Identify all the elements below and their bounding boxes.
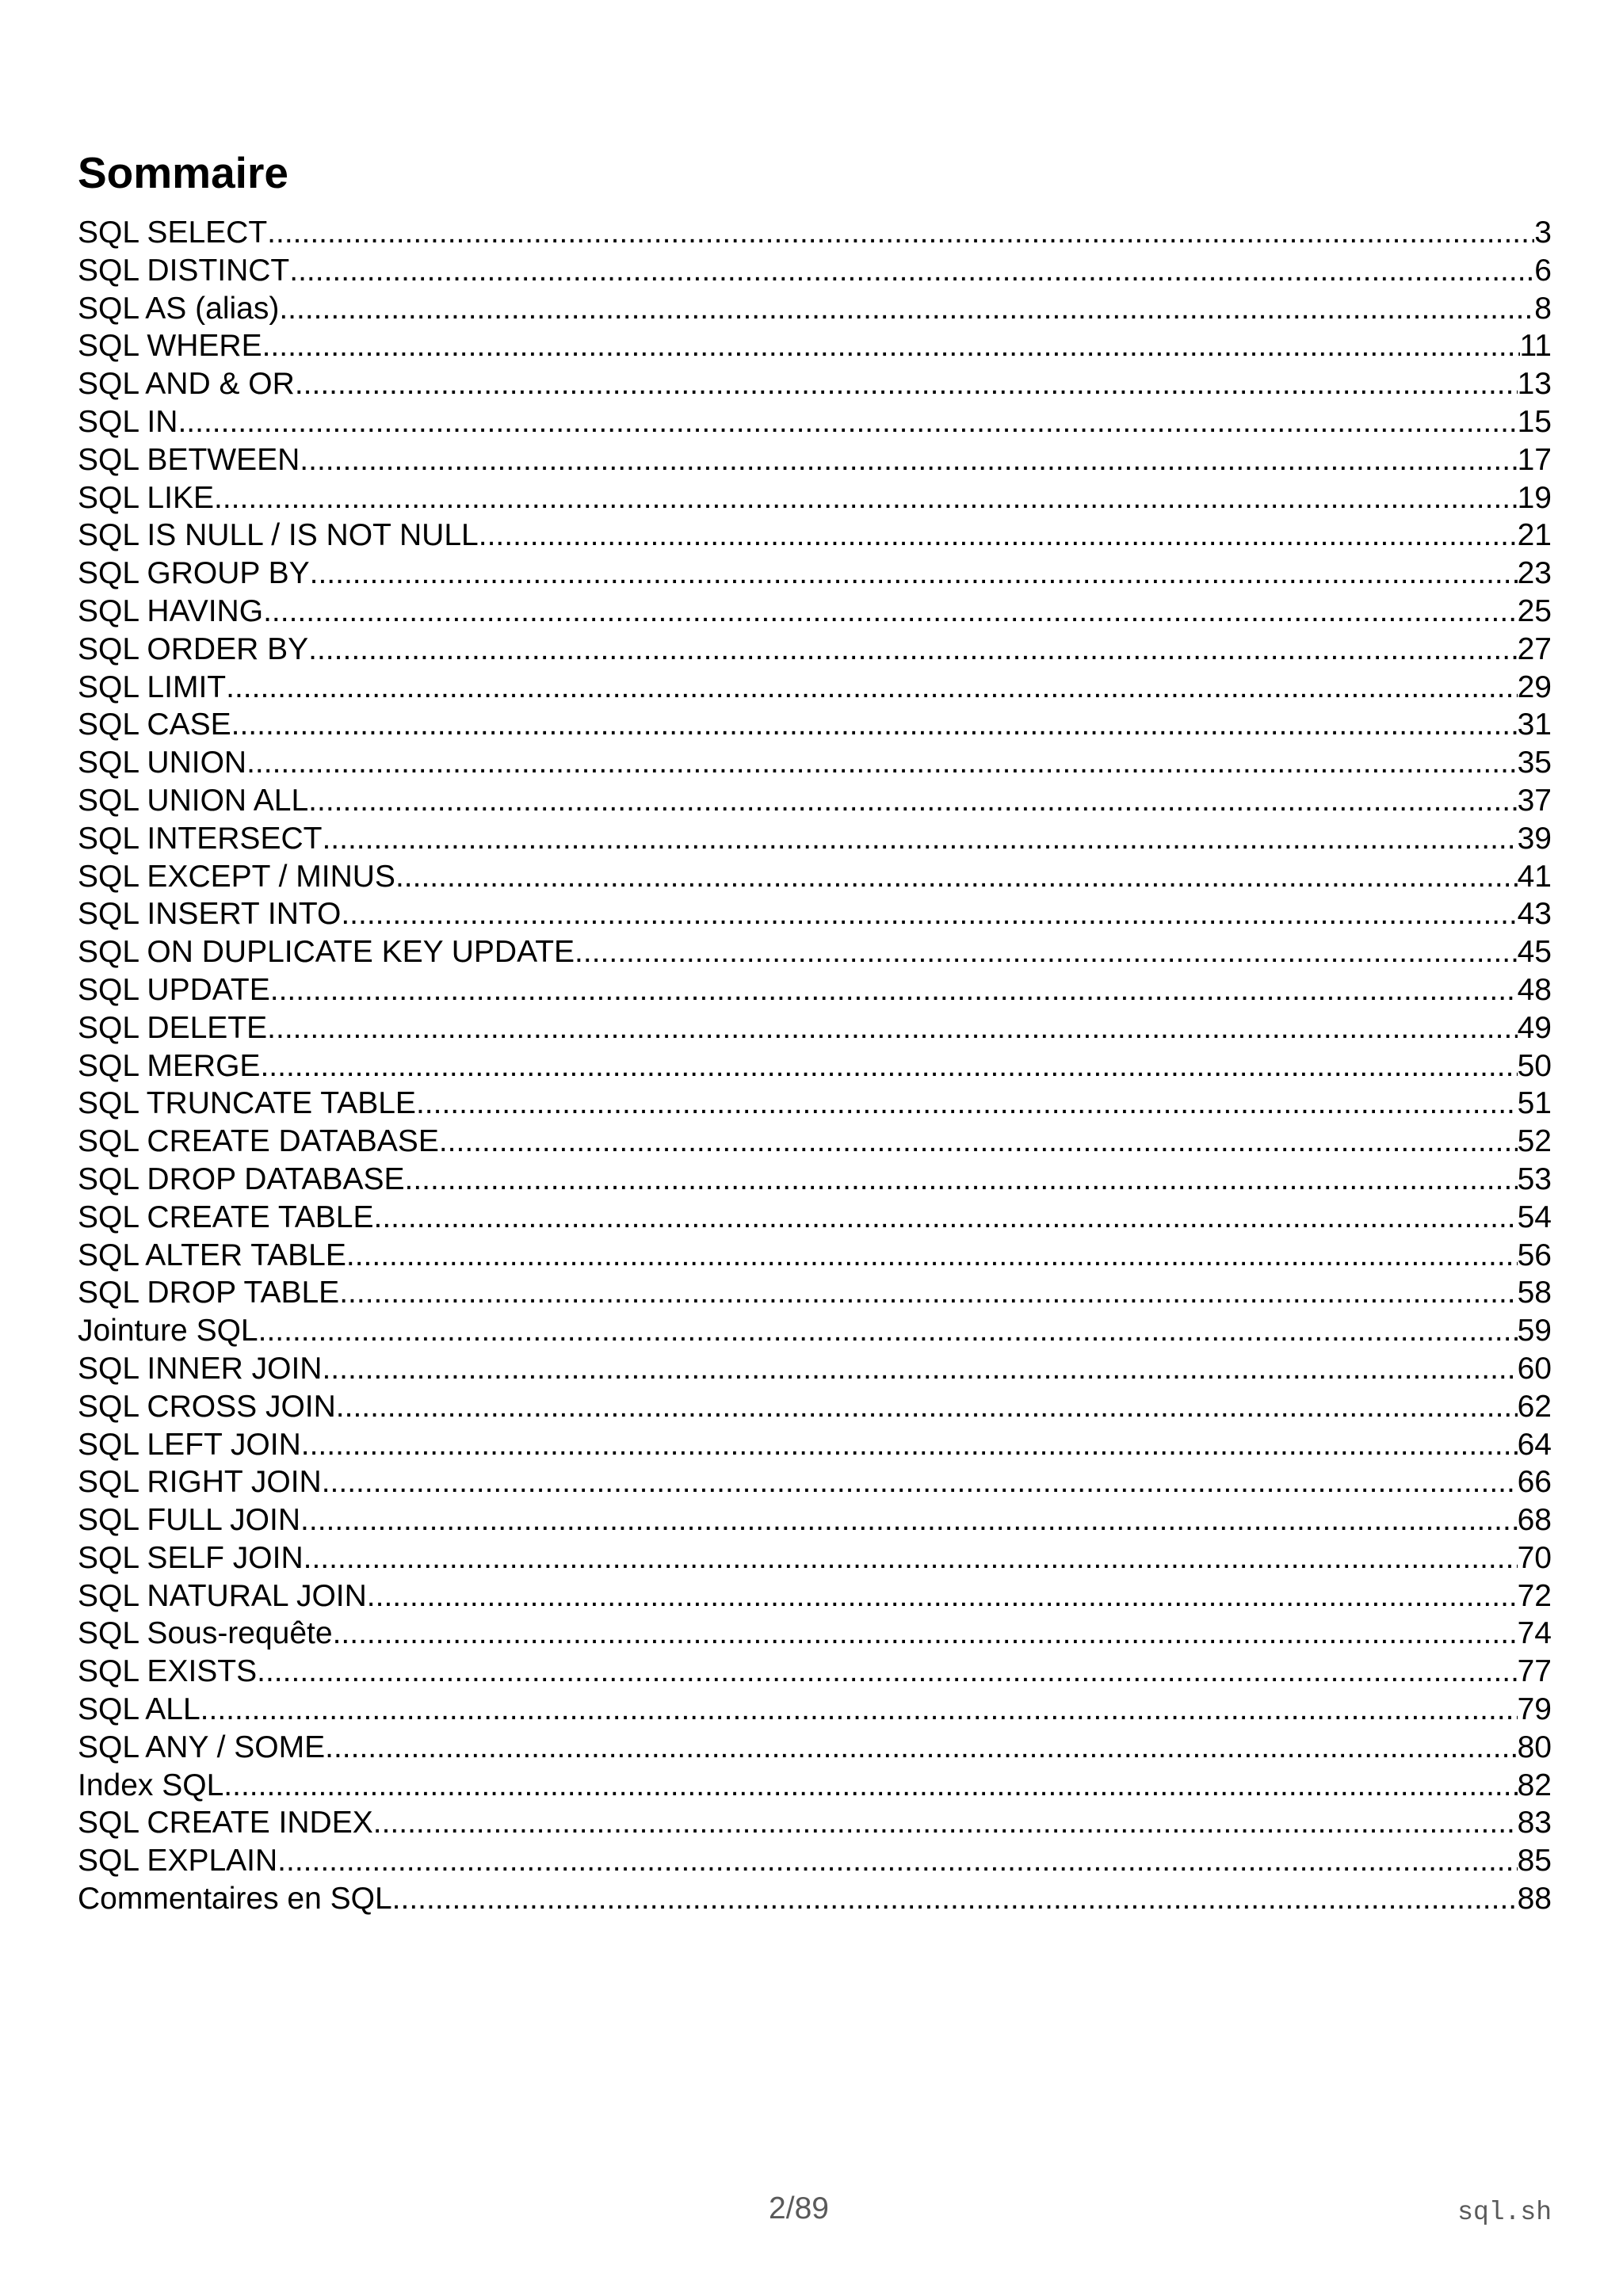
toc-dot-leader bbox=[439, 1123, 1518, 1161]
toc-dot-leader bbox=[308, 782, 1517, 820]
toc-entry-label: SQL RIGHT JOIN bbox=[78, 1465, 322, 1500]
toc-entry-page-number: 15 bbox=[1517, 404, 1552, 439]
toc-entry-label: SQL EXPLAIN bbox=[78, 1844, 278, 1878]
toc-entry[interactable] bbox=[78, 555, 1552, 593]
toc-entry-label: SQL FULL JOIN bbox=[78, 1503, 301, 1538]
toc-entry-label: SQL DROP DATABASE bbox=[78, 1161, 405, 1196]
toc-entry[interactable] bbox=[78, 1842, 1552, 1880]
toc-dot-leader bbox=[395, 858, 1518, 896]
toc-entry-label: SQL INNER JOIN bbox=[78, 1351, 323, 1386]
toc-entry-label: SQL CREATE INDEX bbox=[78, 1806, 373, 1840]
toc-dot-leader bbox=[392, 1880, 1518, 1918]
toc-entry-label: SQL GROUP BY bbox=[78, 556, 310, 591]
toc-dot-leader bbox=[246, 744, 1518, 782]
toc-entry-page-number: 79 bbox=[1517, 1692, 1552, 1727]
toc-entry-page-number: 48 bbox=[1517, 972, 1552, 1007]
toc-entry-label: SQL DROP TABLE bbox=[78, 1276, 340, 1310]
toc-entry-label: SQL DISTINCT bbox=[78, 253, 290, 288]
toc-entry-label: SQL ORDER BY bbox=[78, 631, 309, 666]
toc-dot-leader bbox=[575, 933, 1518, 971]
toc-entry-page-number: 21 bbox=[1517, 518, 1552, 553]
toc-entry[interactable] bbox=[78, 1880, 1552, 1918]
toc-dot-leader bbox=[279, 290, 1534, 328]
table-of-contents bbox=[78, 214, 1552, 1918]
toc-entry[interactable] bbox=[78, 1274, 1552, 1312]
toc-entry-label: SQL LIKE bbox=[78, 480, 214, 515]
toc-entry[interactable] bbox=[78, 744, 1552, 782]
toc-entry-page-number: 59 bbox=[1517, 1314, 1552, 1348]
toc-dot-leader bbox=[310, 555, 1518, 593]
toc-dot-leader bbox=[479, 517, 1518, 555]
toc-entry-label: SQL INTERSECT bbox=[78, 821, 323, 856]
toc-entry[interactable] bbox=[78, 1615, 1552, 1653]
toc-dot-leader bbox=[260, 1047, 1517, 1085]
toc-dot-leader bbox=[270, 971, 1518, 1009]
toc-entry-page-number: 35 bbox=[1517, 746, 1552, 780]
toc-dot-leader bbox=[214, 479, 1518, 517]
toc-entry[interactable] bbox=[78, 631, 1552, 669]
toc-dot-leader bbox=[289, 252, 1534, 290]
toc-dot-leader bbox=[226, 669, 1518, 707]
toc-dot-leader bbox=[231, 706, 1518, 744]
toc-dot-leader bbox=[322, 1463, 1518, 1501]
toc-dot-leader bbox=[341, 895, 1517, 933]
toc-entry-page-number: 68 bbox=[1517, 1503, 1552, 1538]
toc-dot-leader bbox=[300, 1501, 1518, 1539]
toc-entry-label: SQL ALL bbox=[78, 1692, 200, 1727]
toc-dot-leader bbox=[339, 1274, 1517, 1312]
toc-dot-leader bbox=[178, 403, 1517, 441]
toc-entry-label: SQL SELECT bbox=[78, 215, 268, 250]
toc-entry[interactable] bbox=[78, 1009, 1552, 1047]
toc-entry-page-number: 11 bbox=[1519, 329, 1552, 364]
toc-entry[interactable] bbox=[78, 365, 1552, 403]
toc-entry-page-number: 83 bbox=[1517, 1806, 1552, 1840]
toc-entry-label: SQL IN bbox=[78, 404, 178, 439]
toc-entry-page-number: 70 bbox=[1517, 1540, 1552, 1575]
toc-entry[interactable] bbox=[78, 290, 1552, 328]
toc-entry-page-number: 66 bbox=[1517, 1465, 1552, 1500]
site-name: sql.sh bbox=[1457, 2198, 1552, 2227]
toc-entry-page-number: 6 bbox=[1534, 253, 1552, 288]
toc-entry-page-number: 27 bbox=[1517, 631, 1552, 666]
toc-entry-page-number: 77 bbox=[1517, 1654, 1552, 1689]
toc-entry-label: SQL UNION ALL bbox=[78, 783, 309, 818]
toc-entry-label: SQL CREATE DATABASE bbox=[78, 1124, 439, 1159]
toc-entry-page-number: 50 bbox=[1517, 1048, 1552, 1083]
toc-entry-page-number: 88 bbox=[1517, 1882, 1552, 1917]
toc-entry-label: SQL INSERT INTO bbox=[78, 897, 342, 932]
toc-entry-label: SQL LIMIT bbox=[78, 669, 227, 704]
toc-entry[interactable] bbox=[78, 1653, 1552, 1691]
toc-entry-label: SQL UPDATE bbox=[78, 972, 270, 1007]
page-number: 2/89 bbox=[769, 2191, 829, 2225]
toc-dot-leader bbox=[374, 1199, 1518, 1237]
toc-entry-page-number: 51 bbox=[1517, 1086, 1552, 1121]
toc-entry-label: SQL DELETE bbox=[78, 1010, 268, 1045]
toc-dot-leader bbox=[333, 1615, 1518, 1653]
toc-entry[interactable] bbox=[78, 479, 1552, 517]
toc-entry-page-number: 82 bbox=[1517, 1768, 1552, 1802]
toc-entry-page-number: 8 bbox=[1534, 291, 1552, 326]
toc-dot-leader bbox=[223, 1767, 1517, 1805]
toc-entry-label: SQL NATURAL JOIN bbox=[78, 1578, 367, 1613]
page-title: Sommaire bbox=[78, 148, 288, 197]
toc-dot-leader bbox=[405, 1161, 1518, 1199]
toc-entry-page-number: 43 bbox=[1517, 897, 1552, 932]
toc-entry-label: SQL MERGE bbox=[78, 1048, 261, 1083]
toc-entry-label: SQL CASE bbox=[78, 707, 231, 742]
toc-entry-label: Jointure SQL bbox=[78, 1314, 258, 1348]
toc-entry[interactable] bbox=[78, 895, 1552, 933]
toc-entry-label: SQL ON DUPLICATE KEY UPDATE bbox=[78, 935, 575, 970]
toc-entry[interactable] bbox=[78, 252, 1552, 290]
toc-entry-page-number: 62 bbox=[1517, 1389, 1552, 1424]
toc-entry[interactable] bbox=[78, 1691, 1552, 1729]
toc-entry[interactable] bbox=[78, 1388, 1552, 1426]
toc-entry-page-number: 39 bbox=[1517, 821, 1552, 856]
toc-entry[interactable] bbox=[78, 1501, 1552, 1539]
toc-entry-label: SQL UNION bbox=[78, 746, 247, 780]
toc-entry-page-number: 25 bbox=[1517, 593, 1552, 628]
toc-dot-leader bbox=[416, 1085, 1518, 1123]
toc-dot-leader bbox=[277, 1842, 1517, 1880]
toc-entry[interactable] bbox=[78, 1577, 1552, 1615]
toc-entry[interactable] bbox=[78, 1350, 1552, 1388]
toc-entry[interactable] bbox=[78, 403, 1552, 441]
toc-entry-page-number: 23 bbox=[1517, 556, 1552, 591]
toc-entry[interactable] bbox=[78, 327, 1552, 365]
toc-entry-label: SQL TRUNCATE TABLE bbox=[78, 1086, 416, 1121]
toc-dot-leader bbox=[267, 1009, 1517, 1047]
toc-entry[interactable] bbox=[78, 1767, 1552, 1805]
toc-entry-page-number: 64 bbox=[1517, 1427, 1552, 1462]
toc-entry[interactable] bbox=[78, 971, 1552, 1009]
toc-entry-page-number: 13 bbox=[1517, 367, 1552, 402]
toc-entry-label: SQL HAVING bbox=[78, 593, 264, 628]
toc-dot-leader bbox=[257, 1653, 1517, 1691]
toc-dot-leader bbox=[295, 365, 1518, 403]
toc-dot-leader bbox=[258, 1312, 1518, 1350]
toc-entry-label: SQL CROSS JOIN bbox=[78, 1389, 336, 1424]
toc-entry-page-number: 60 bbox=[1517, 1351, 1552, 1386]
toc-dot-leader bbox=[301, 1426, 1518, 1464]
toc-entry[interactable] bbox=[78, 1161, 1552, 1199]
toc-entry[interactable] bbox=[78, 517, 1552, 555]
toc-dot-leader bbox=[263, 593, 1518, 631]
toc-entry-page-number: 53 bbox=[1517, 1161, 1552, 1196]
toc-entry-label: SQL IS NULL / IS NOT NULL bbox=[78, 518, 479, 553]
toc-dot-leader bbox=[346, 1237, 1518, 1275]
toc-entry[interactable] bbox=[78, 441, 1552, 479]
toc-entry[interactable] bbox=[78, 1426, 1552, 1464]
toc-entry-page-number: 80 bbox=[1517, 1730, 1552, 1764]
toc-entry-page-number: 58 bbox=[1517, 1276, 1552, 1310]
toc-entry-page-number: 56 bbox=[1517, 1238, 1552, 1272]
toc-entry-page-number: 72 bbox=[1517, 1578, 1552, 1613]
toc-entry-label: SQL LEFT JOIN bbox=[78, 1427, 301, 1462]
toc-dot-leader bbox=[267, 214, 1534, 252]
toc-dot-leader bbox=[325, 1729, 1517, 1767]
toc-entry[interactable] bbox=[78, 782, 1552, 820]
toc-entry-page-number: 52 bbox=[1517, 1124, 1552, 1159]
toc-entry-label: SQL EXCEPT / MINUS bbox=[78, 859, 395, 894]
toc-entry-label: SQL SELF JOIN bbox=[78, 1540, 304, 1575]
toc-dot-leader bbox=[262, 327, 1520, 365]
toc-entry[interactable] bbox=[78, 706, 1552, 744]
toc-entry[interactable] bbox=[78, 1199, 1552, 1237]
toc-entry-page-number: 45 bbox=[1517, 935, 1552, 970]
toc-entry-label: SQL BETWEEN bbox=[78, 442, 300, 477]
toc-entry[interactable] bbox=[78, 669, 1552, 707]
toc-entry-page-number: 74 bbox=[1517, 1616, 1552, 1651]
toc-dot-leader bbox=[308, 631, 1517, 669]
toc-entry-label: SQL CREATE TABLE bbox=[78, 1199, 374, 1234]
toc-entry[interactable] bbox=[78, 1729, 1552, 1767]
toc-entry[interactable] bbox=[78, 1312, 1552, 1350]
toc-entry-page-number: 41 bbox=[1517, 859, 1552, 894]
toc-entry-page-number: 17 bbox=[1517, 442, 1552, 477]
toc-dot-leader bbox=[336, 1388, 1518, 1426]
toc-entry[interactable] bbox=[78, 593, 1552, 631]
toc-entry[interactable] bbox=[78, 820, 1552, 858]
toc-dot-leader bbox=[322, 820, 1517, 858]
toc-entry-label: SQL AS (alias) bbox=[78, 291, 280, 326]
toc-entry-label: SQL ANY / SOME bbox=[78, 1730, 326, 1764]
toc-entry[interactable] bbox=[78, 1123, 1552, 1161]
toc-dot-leader bbox=[373, 1804, 1518, 1842]
toc-dot-leader bbox=[322, 1350, 1517, 1388]
toc-entry-label: SQL Sous-requête bbox=[78, 1616, 333, 1651]
toc-entry-page-number: 49 bbox=[1517, 1010, 1552, 1045]
toc-entry-page-number: 31 bbox=[1517, 707, 1552, 742]
toc-entry[interactable] bbox=[78, 1085, 1552, 1123]
toc-entry[interactable] bbox=[78, 1463, 1552, 1501]
toc-entry-page-number: 19 bbox=[1517, 480, 1552, 515]
toc-entry[interactable] bbox=[78, 858, 1552, 896]
toc-entry-page-number: 85 bbox=[1517, 1844, 1552, 1878]
toc-entry[interactable] bbox=[78, 1539, 1552, 1577]
toc-entry[interactable] bbox=[78, 1047, 1552, 1085]
toc-entry-label: Commentaires en SQL bbox=[78, 1882, 392, 1917]
toc-dot-leader bbox=[300, 441, 1517, 479]
toc-dot-leader bbox=[304, 1539, 1518, 1577]
toc-entry-page-number: 37 bbox=[1517, 783, 1552, 818]
toc-entry-page-number: 54 bbox=[1517, 1199, 1552, 1234]
toc-entry-label: Index SQL bbox=[78, 1768, 224, 1802]
toc-entry-label: SQL AND & OR bbox=[78, 367, 295, 402]
toc-entry-page-number: 29 bbox=[1517, 669, 1552, 704]
toc-entry[interactable] bbox=[78, 214, 1552, 252]
toc-entry-label: SQL WHERE bbox=[78, 329, 262, 364]
toc-dot-leader bbox=[200, 1691, 1518, 1729]
toc-entry[interactable] bbox=[78, 933, 1552, 971]
toc-dot-leader bbox=[367, 1577, 1518, 1615]
toc-entry-label: SQL ALTER TABLE bbox=[78, 1238, 346, 1272]
toc-entry-label: SQL EXISTS bbox=[78, 1654, 258, 1689]
toc-entry[interactable] bbox=[78, 1804, 1552, 1842]
toc-entry[interactable] bbox=[78, 1237, 1552, 1275]
toc-entry-page-number: 3 bbox=[1534, 215, 1552, 250]
